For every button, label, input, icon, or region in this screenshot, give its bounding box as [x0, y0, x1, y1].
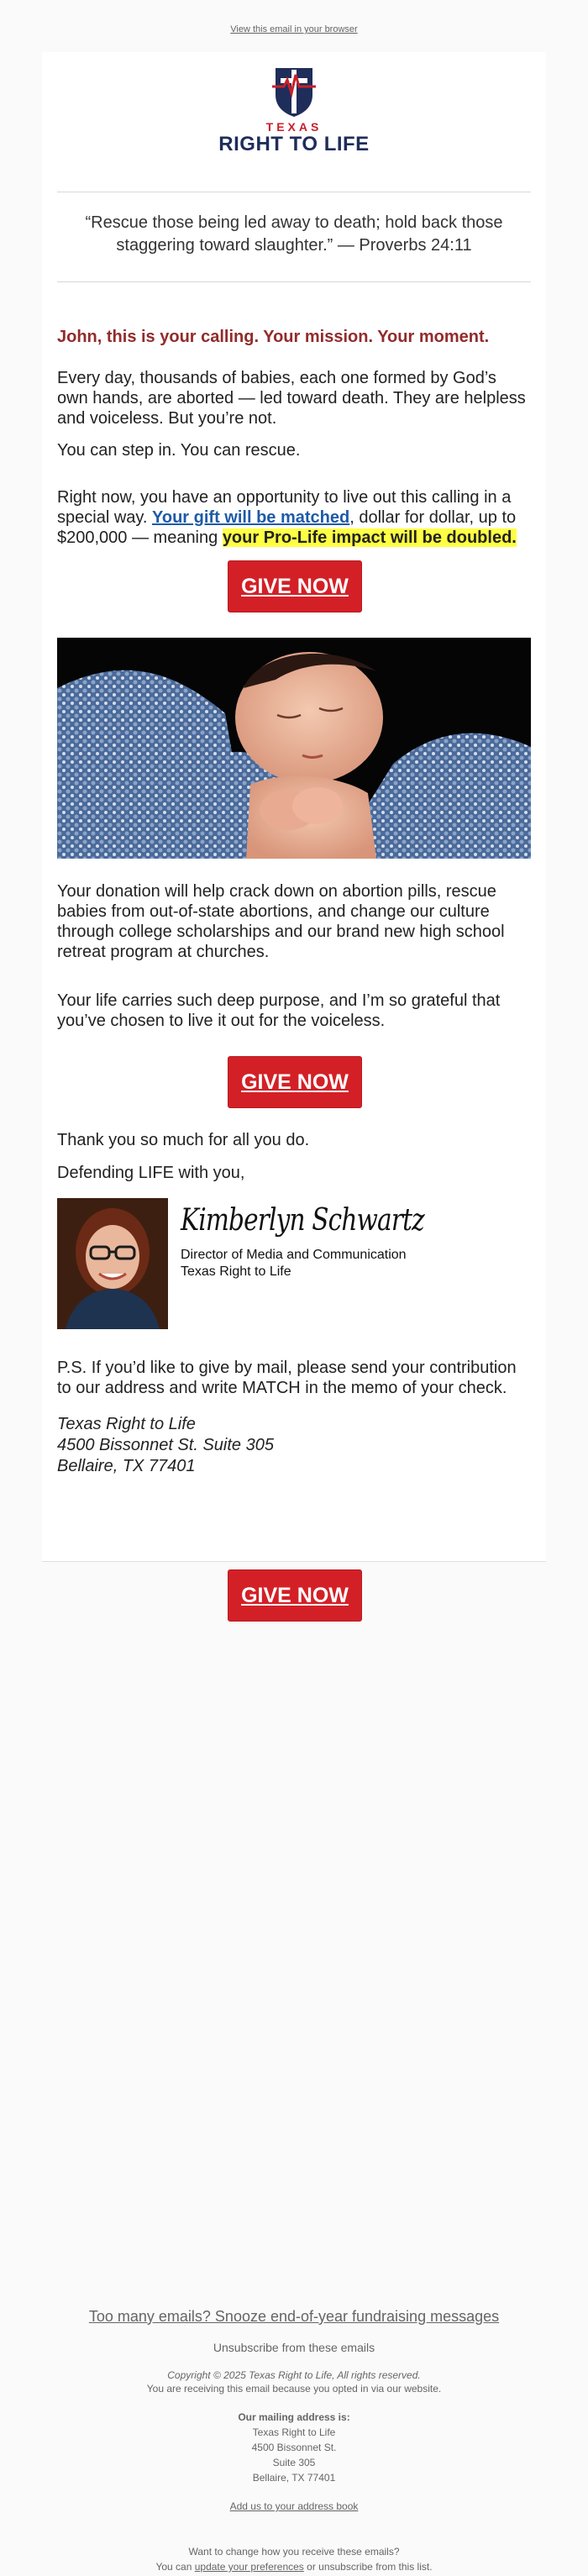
mail-address-line-2: 4500 Bissonnet St. Suite 305: [57, 1436, 274, 1454]
mail-address: [57, 1414, 274, 1477]
paragraph-7: Defending LIFE with you,: [57, 1164, 245, 1182]
divider-bottom: [57, 281, 531, 282]
copyright-prefix: Copyright © 2025: [167, 2369, 249, 2381]
update-preferences-link[interactable]: update your preferences: [194, 2561, 304, 2573]
copyright-org: Texas Right to Life: [249, 2369, 333, 2381]
footer-address-line-4: Bellaire, TX 77401: [252, 2472, 336, 2484]
email-card: [42, 52, 546, 1562]
highlighted-impact-text: your Pro-Life impact will be doubled.: [222, 528, 517, 547]
snooze-link[interactable]: Too many emails? Snooze end-of-year fundraising messages: [88, 2308, 500, 2325]
paragraph-4: Your donation will help crack down on abortion pills, rescue babies from out-of-state abortions, and change our culture through college scholarships and our brand new high school retreat program at churches.: [57, 882, 505, 961]
logo-texas-text: TEXAS: [265, 120, 323, 134]
give-now-button-2[interactable]: GIVE NOW: [228, 1056, 362, 1108]
scripture-verse: “Rescue those being led away to death; hold back those staggering toward slaughter.” — Proverbs 24:11: [85, 213, 503, 255]
give-now-button-3[interactable]: GIVE NOW: [228, 1569, 362, 1622]
copyright: [0, 2369, 588, 2381]
paragraph-5: Your life carries such deep purpose, and I’m so grateful that you’ve chosen to live it out for the voiceless.: [57, 991, 501, 1030]
add-to-address-book-link[interactable]: Add us to your address book: [229, 2500, 359, 2512]
postscript: P.S. If you’d like to give by mail, please send your contribution to our address and write MATCH in the memo of your check.: [57, 1359, 517, 1397]
copyright-suffix: , All rights reserved.: [332, 2369, 421, 2381]
receiving-reason: You are receiving this email because you opted in via our website.: [146, 2383, 442, 2395]
footer-address-line-3: Suite 305: [272, 2457, 316, 2468]
view-in-browser-link[interactable]: View this email in your browser: [230, 24, 358, 34]
mail-address-line-1: Texas Right to Life: [57, 1415, 196, 1433]
unsubscribe-emails-link[interactable]: Unsubscribe from these emails: [213, 2341, 375, 2354]
paragraph-3-mid: , dollar for dollar, up to $200,000 — meaning: [57, 508, 517, 547]
texas-rtl-emblem-icon: [270, 66, 318, 118]
footer-address-line-1: Texas Right to Life: [252, 2426, 336, 2438]
mailing-address-label: Our mailing address is:: [238, 2411, 350, 2423]
footer-address-line-2: 4500 Bissonnet St.: [251, 2442, 337, 2453]
headline: John, this is your calling. Your mission. Your moment.: [57, 328, 490, 346]
paragraph-3-start: Right now, you have an opportunity to live out this calling in a special way.: [57, 488, 512, 527]
logo-rtl-text: RIGHT TO LIFE: [218, 133, 370, 155]
signature-org: Texas Right to Life: [181, 1264, 291, 1279]
paragraph-1: Every day, thousands of babies, each one formed by God’s own hands, are aborted — led toward death. They are helpless and voiceless. But you’re not.: [57, 369, 526, 428]
paragraph-6: Thank you so much for all you do.: [57, 1131, 310, 1149]
paragraph-3: [57, 487, 531, 548]
logo[interactable]: [42, 52, 546, 155]
signature-title-block: [181, 1247, 407, 1280]
signature-name: Kimberlyn Schwartz: [181, 1203, 424, 1238]
mail-address-line-3: Bellaire, TX 77401: [57, 1457, 196, 1475]
footer-address: [0, 2425, 588, 2485]
gift-matched-link[interactable]: Your gift will be matched: [152, 508, 350, 527]
view-in-browser-bar: [0, 0, 588, 34]
preferences-suffix: or unsubscribe from this list.: [303, 2561, 433, 2573]
footer: [0, 2308, 588, 2573]
preferences-prefix: You can: [155, 2561, 195, 2573]
paragraph-2: You can step in. You can rescue.: [57, 441, 301, 460]
change-prompt: Want to change how you receive these emails?: [188, 2546, 400, 2558]
signature-title: Director of Media and Communication: [181, 1248, 407, 1262]
newborn-baby-photo: [57, 638, 531, 859]
signer-headshot: [57, 1198, 168, 1329]
give-now-button-1[interactable]: GIVE NOW: [228, 560, 362, 612]
preferences-line: [0, 2561, 588, 2573]
